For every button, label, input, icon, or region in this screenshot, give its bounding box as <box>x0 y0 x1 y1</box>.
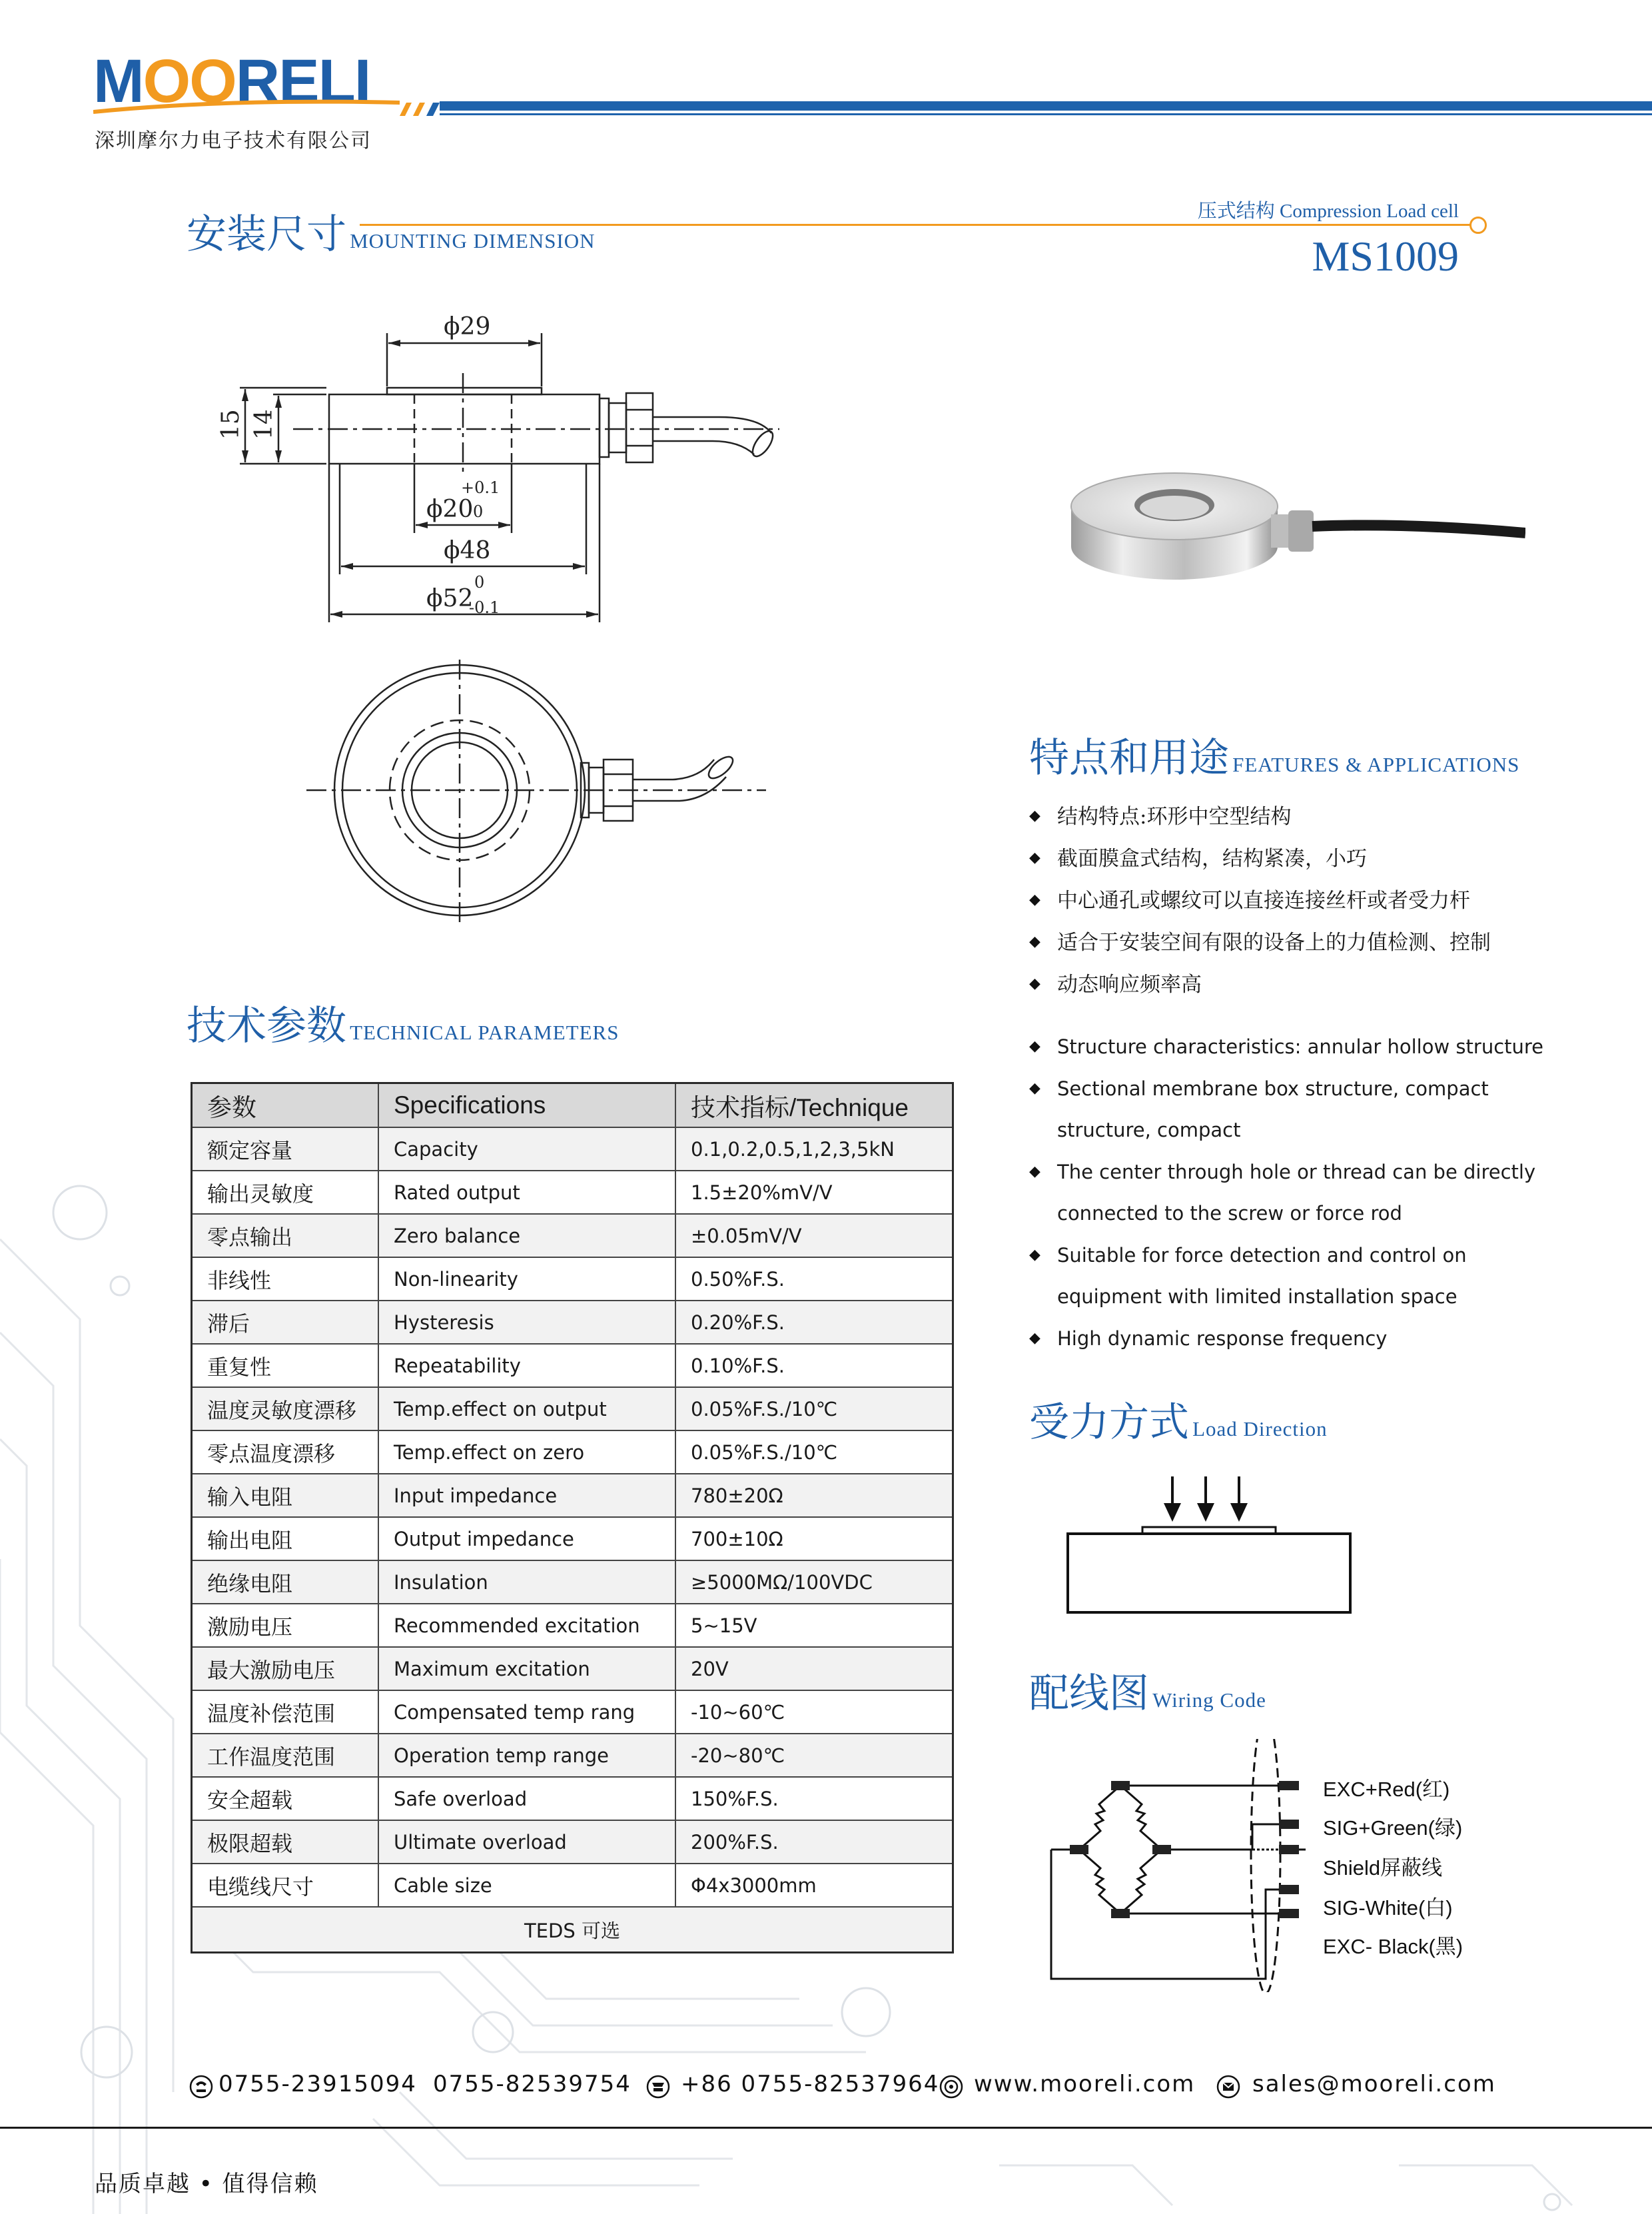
feature-line: Sectional membrane box structure, compact <box>1057 1077 1489 1100</box>
header-specifications: Specifications <box>378 1083 675 1128</box>
param-value: 0.05%F.S./10℃ <box>675 1387 953 1430</box>
features-heading <box>1029 735 1520 782</box>
phone-number-2[interactable]: 0755-82539754 <box>433 2071 631 2097</box>
feature-line: High dynamic response frequency <box>1057 1327 1388 1350</box>
param-value: 0.50%F.S. <box>675 1257 953 1301</box>
param-value: -10~60℃ <box>675 1690 953 1734</box>
web-icon <box>939 2075 963 2099</box>
param-value: ≥5000MΩ/100VDC <box>675 1560 953 1604</box>
table-row <box>192 1864 953 1907</box>
param-value: 0.10%F.S. <box>675 1344 953 1387</box>
teds-option: TEDS 可选 <box>192 1907 953 1953</box>
footer-rule <box>0 2127 1652 2129</box>
features-heading-cn: 特点和用途 <box>1029 735 1229 782</box>
param-en: Ultimate overload <box>378 1820 675 1864</box>
fax-number[interactable]: +86 0755-82537964 <box>681 2071 940 2097</box>
features-heading-en: FEATURES & APPLICATIONS <box>1232 753 1520 776</box>
list-item <box>1029 1026 1629 1068</box>
mounting-heading-en: MOUNTING DIMENSION <box>350 229 596 253</box>
dimension-drawing-side <box>200 300 799 640</box>
table-row <box>192 1214 953 1257</box>
dim-h15: 15 <box>217 409 244 440</box>
table-row <box>192 1171 953 1214</box>
feature-line: The center through hole or thread can be directly <box>1057 1160 1536 1183</box>
table-row <box>192 1517 953 1560</box>
param-en: Operation temp range <box>378 1734 675 1777</box>
table-row <box>192 1474 953 1517</box>
fax-icon <box>646 2075 670 2099</box>
dim-d52-tol-down: -0.1 <box>469 598 500 617</box>
table-row <box>192 1734 953 1777</box>
wire-label-exc-minus: EXC- Black(黑) <box>1323 1935 1463 1958</box>
technical-heading-cn: 技术参数 <box>187 1003 346 1049</box>
param-cn: 温度灵敏度漂移 <box>192 1387 379 1430</box>
feature-line: equipment with limited installation space <box>1057 1285 1457 1308</box>
param-cn: 输出电阻 <box>192 1517 379 1560</box>
param-en: Rated output <box>378 1171 675 1214</box>
company-name: 深圳摩尔力电子技术有限公司 <box>95 129 372 153</box>
phone-icon <box>189 2075 213 2099</box>
param-value: 0.20%F.S. <box>675 1301 953 1344</box>
wire-label-sig-minus: SIG-White(白) <box>1323 1896 1453 1920</box>
table-footer-row <box>192 1907 953 1953</box>
product-type: 压式结构 Compression Load cell <box>1197 201 1459 222</box>
param-cn: 非线性 <box>192 1257 379 1301</box>
wiring-diagram <box>1026 1739 1326 1992</box>
dim-d29: ϕ29 <box>444 313 491 340</box>
header-stripes <box>393 100 446 117</box>
dim-d20: ϕ20 <box>426 496 474 523</box>
wiring-heading-en: Wiring Code <box>1152 1688 1266 1712</box>
email-icon <box>1216 2075 1240 2099</box>
email-link[interactable]: sales@mooreli.com <box>1252 2071 1496 2097</box>
table-row <box>192 1301 953 1344</box>
table-row <box>192 1604 953 1647</box>
table-row <box>192 1344 953 1387</box>
dim-d20-tol-up: +0.1 <box>461 478 500 497</box>
footer-slogan: 品质卓越 • 值得信赖 <box>95 2171 318 2197</box>
param-value: 700±10Ω <box>675 1517 953 1560</box>
param-cn: 滞后 <box>192 1301 379 1344</box>
list-item: ◆ 动态响应频率高 <box>1029 969 1629 1011</box>
dim-d52: ϕ52 <box>426 585 474 612</box>
param-en: Insulation <box>378 1560 675 1604</box>
param-cn: 输入电阻 <box>192 1474 379 1517</box>
param-en: Zero balance <box>378 1214 675 1257</box>
table-row <box>192 1777 953 1820</box>
param-value: 5~15V <box>675 1604 953 1647</box>
features-list-en <box>1029 1026 1629 1359</box>
table-row <box>192 1647 953 1690</box>
param-en: Temp.effect on output <box>378 1387 675 1430</box>
table-row <box>192 1387 953 1430</box>
feature-line: connected to the screw or force rod <box>1057 1202 1402 1225</box>
spec-table <box>191 1082 954 1953</box>
list-item: ◆ 截面膜盒式结构，结构紧凑，小巧 <box>1029 843 1629 885</box>
param-value: -20~80℃ <box>675 1734 953 1777</box>
logo-text-m: M <box>93 47 143 115</box>
list-item: ◆ 中心通孔或螺纹可以直接连接丝杆或者受力杆 <box>1029 885 1629 927</box>
param-value: 1.5±20%mV/V <box>675 1171 953 1214</box>
param-en: Recommended excitation <box>378 1604 675 1647</box>
table-row <box>192 1257 953 1301</box>
param-cn: 工作温度范围 <box>192 1734 379 1777</box>
param-value: 150%F.S. <box>675 1777 953 1820</box>
wiring-heading-cn: 配线图 <box>1029 1670 1149 1717</box>
param-cn: 零点温度漂移 <box>192 1430 379 1474</box>
title-rule-dot <box>1469 217 1487 234</box>
wire-label-exc-plus: EXC+Red(红) <box>1323 1778 1450 1801</box>
param-cn: 输出灵敏度 <box>192 1171 379 1214</box>
param-value: 20V <box>675 1647 953 1690</box>
param-value: 0.05%F.S./10℃ <box>675 1430 953 1474</box>
param-value: 780±20Ω <box>675 1474 953 1517</box>
param-en: Non-linearity <box>378 1257 675 1301</box>
dim-d52-tol-up: 0 <box>474 573 485 592</box>
mounting-heading <box>187 211 596 258</box>
param-value: 200%F.S. <box>675 1820 953 1864</box>
product-model: MS1009 <box>1312 233 1459 280</box>
table-row <box>192 1820 953 1864</box>
list-item: ◆ 适合于安装空间有限的设备上的力值检测、控制 <box>1029 927 1629 969</box>
param-en: Temp.effect on zero <box>378 1430 675 1474</box>
feature-line: Structure characteristics: annular hollow structure <box>1057 1035 1544 1058</box>
logo-text-reli: RELI <box>235 47 370 115</box>
mounting-heading-cn: 安装尺寸 <box>187 211 346 258</box>
dim-h14: 14 <box>250 409 278 440</box>
features-list-cn <box>1029 801 1629 1011</box>
list-item: ◆ 结构特点:环形中空型结构 <box>1029 801 1629 843</box>
wire-label-sig-plus: SIG+Green(绿) <box>1323 1816 1463 1840</box>
param-cn: 最大激励电压 <box>192 1647 379 1690</box>
param-cn: 绝缘电阻 <box>192 1560 379 1604</box>
phone-number-1[interactable]: 0755-23915094 <box>218 2071 417 2097</box>
dim-d20-tol-down: 0 <box>473 502 484 521</box>
wire-label-shield: Shield屏蔽线 <box>1323 1856 1443 1880</box>
list-item <box>1029 1235 1629 1318</box>
dim-d48: ϕ48 <box>444 537 491 564</box>
feature-line: structure, compact <box>1057 1119 1241 1141</box>
param-en: Repeatability <box>378 1344 675 1387</box>
header-bar <box>440 101 1652 111</box>
wiring-heading <box>1029 1670 1266 1717</box>
param-en: Capacity <box>378 1127 675 1171</box>
param-en: Hysteresis <box>378 1301 675 1344</box>
param-en: Cable size <box>378 1864 675 1907</box>
load-heading <box>1029 1399 1328 1446</box>
param-value: Φ4x3000mm <box>675 1864 953 1907</box>
param-en: Compensated temp rang <box>378 1690 675 1734</box>
table-row <box>192 1560 953 1604</box>
header-param-cn: 参数 <box>192 1083 379 1128</box>
load-heading-cn: 受力方式 <box>1029 1399 1189 1446</box>
param-en: Maximum excitation <box>378 1647 675 1690</box>
website-link[interactable]: www.mooreli.com <box>974 2071 1196 2097</box>
load-heading-en: Load Direction <box>1192 1417 1328 1440</box>
param-en: Output impedance <box>378 1517 675 1560</box>
param-en: Input impedance <box>378 1474 675 1517</box>
logo-swoosh <box>93 97 400 117</box>
param-value: 0.1,0.2,0.5,1,2,3,5kN <box>675 1127 953 1171</box>
param-cn: 温度补偿范围 <box>192 1690 379 1734</box>
param-value: ±0.05mV/V <box>675 1214 953 1257</box>
dimension-drawing-top <box>300 660 779 933</box>
product-photo[interactable] <box>1059 460 1525 613</box>
logo-text-oo: OO <box>143 47 236 115</box>
table-row <box>192 1127 953 1171</box>
param-cn: 安全超载 <box>192 1777 379 1820</box>
param-cn: 重复性 <box>192 1344 379 1387</box>
load-direction-diagram <box>1062 1472 1356 1619</box>
technical-heading-en: TECHNICAL PARAMETERS <box>350 1021 620 1044</box>
param-cn: 额定容量 <box>192 1127 379 1171</box>
header-technique: 技术指标/Technique <box>675 1083 953 1128</box>
table-row <box>192 1690 953 1734</box>
param-cn: 零点输出 <box>192 1214 379 1257</box>
param-cn: 激励电压 <box>192 1604 379 1647</box>
param-cn: 极限超载 <box>192 1820 379 1864</box>
param-cn: 电缆线尺寸 <box>192 1864 379 1907</box>
spec-table-header <box>192 1083 953 1128</box>
list-item <box>1029 1068 1629 1151</box>
list-item <box>1029 1151 1629 1235</box>
feature-line: Suitable for force detection and control on <box>1057 1243 1467 1267</box>
header-bar-thin <box>440 113 1652 115</box>
technical-heading <box>187 1003 620 1049</box>
list-item <box>1029 1318 1629 1360</box>
param-en: Safe overload <box>378 1777 675 1820</box>
table-row <box>192 1430 953 1474</box>
